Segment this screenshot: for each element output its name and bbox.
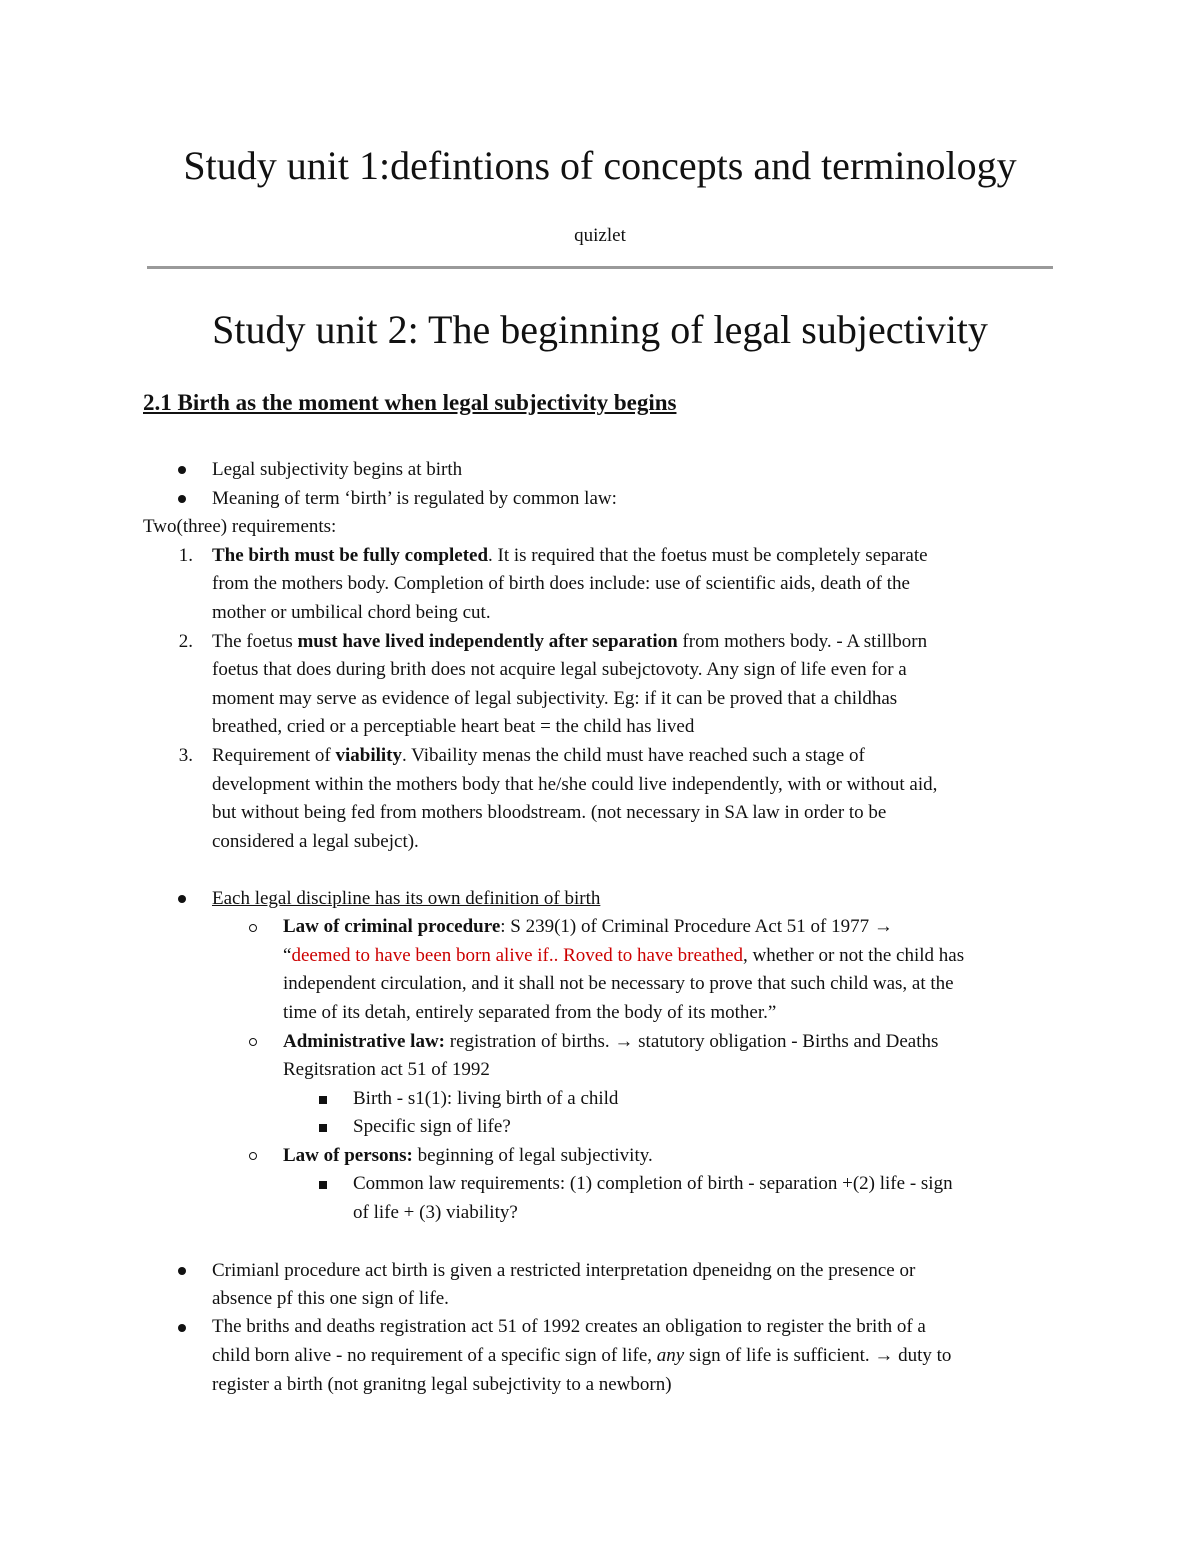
- law-of-persons-label: Law of persons:: [283, 1145, 413, 1166]
- section-heading: 2.1 Birth as the moment when legal subjectivity begins: [143, 390, 677, 415]
- requirement-3-line: considered a legal subejct).: [212, 831, 419, 852]
- criminal-procedure-line: “deemed to have been born alive if.. Roved to have breathed, whether or not the child has: [283, 945, 965, 966]
- unit1-subtitle: quizlet: [574, 225, 626, 246]
- list-item-line: The briths and deaths registration act 51 of 1992 creates an obligation to register the brith of a: [212, 1316, 926, 1337]
- bullet-icon: [178, 1324, 186, 1332]
- criminal-procedure-line: time of its detah, entirely separated from the body of its mother.”: [283, 1002, 777, 1023]
- unit2-title: Study unit 2: The beginning of legal subjectivity: [212, 307, 988, 352]
- list-item-line: register a birth (not granitng legal subejctivity to a newborn): [212, 1374, 672, 1395]
- requirement-3-line: but without being fed from mothers bloodstream. (not necessary in SA law in order to be: [212, 802, 887, 823]
- bullet-icon: [178, 1267, 186, 1275]
- requirement-1-lead: The birth must be fully completed: [212, 545, 489, 566]
- list-item-line: absence pf this one sign of life.: [212, 1288, 449, 1309]
- requirement-1-line: from the mothers body. Completion of birth does include: use of scientific aids, death of the: [212, 573, 910, 594]
- list-number: 1.: [178, 545, 193, 566]
- criminal-procedure-label: Law of criminal procedure: [283, 916, 501, 937]
- circle-bullet-icon: [249, 1038, 257, 1046]
- circle-bullet-icon: [249, 924, 257, 932]
- administrative-law-line: Regitsration act 51 of 1992: [283, 1059, 490, 1080]
- requirement-1-line: The birth must be fully completed. It is required that the foetus must be completely separate: [212, 545, 928, 566]
- square-bullet-icon: [319, 1181, 327, 1189]
- list-number: 3.: [178, 745, 193, 766]
- square-bullet-icon: [319, 1124, 327, 1132]
- requirement-2-line: foetus that does during brith does not acquire legal subejctovoty. Any sign of life even for a: [212, 659, 907, 680]
- administrative-law-label: Administrative law:: [283, 1031, 446, 1052]
- square-bullet-icon: [319, 1096, 327, 1104]
- list-item: Meaning of term ‘birth’ is regulated by common law:: [212, 488, 617, 509]
- criminal-procedure-line: independent circulation, and it shall not be necessary to prove that such child was, at the: [283, 973, 954, 994]
- administrative-law-line: Administrative law: registration of births. → statutory obligation - Births and Deaths: [283, 1031, 939, 1052]
- emphasis-any: any: [656, 1345, 685, 1366]
- requirement-3-line: development within the mothers body that he/she could live independently, with or without aid,: [212, 774, 938, 795]
- requirement-2-line: breathed, cried or a perceptiable heart beat = the child has lived: [212, 716, 695, 737]
- list-item: Birth - s1(1): living birth of a child: [353, 1088, 619, 1109]
- list-item-line: child born alive - no requirement of a specific sign of life, any sign of life is sufficient. → duty to: [212, 1345, 952, 1366]
- requirements-intro: Two(three) requirements:: [143, 516, 337, 537]
- list-item: Specific sign of life?: [353, 1116, 511, 1137]
- requirement-1-line: mother or umbilical chord being cut.: [212, 602, 491, 623]
- criminal-procedure-line: Law of criminal procedure: S 239(1) of Criminal Procedure Act 51 of 1977 →: [283, 916, 893, 937]
- law-of-persons-line: Law of persons: beginning of legal subjectivity.: [283, 1145, 653, 1166]
- list-item-line: Crimianl procedure act birth is given a restricted interpretation dpeneidng on the presence or: [212, 1260, 916, 1281]
- bullet-icon: [178, 495, 186, 503]
- requirement-2-line: The foetus must have lived independently after separation from mothers body. - A stillborn: [212, 631, 928, 652]
- horizontal-divider: [147, 266, 1053, 269]
- requirement-2-line: moment may serve as evidence of legal subjectivity. Eg: if it can be proved that a childhas: [212, 688, 898, 709]
- quoted-red-text: deemed to have been born alive if.. Roved to have breathed: [291, 945, 744, 966]
- list-number: 2.: [178, 631, 193, 652]
- requirement-3-lead: viability: [335, 745, 402, 766]
- list-item: Legal subjectivity begins at birth: [212, 459, 463, 480]
- requirement-2-lead: must have lived independently after separation: [297, 631, 678, 652]
- requirement-3-line: Requirement of viability. Vibaility menas the child must have reached such a stage of: [212, 745, 865, 766]
- circle-bullet-icon: [249, 1152, 257, 1160]
- law-of-persons-line: Common law requirements: (1) completion of birth - separation +(2) life - sign: [353, 1173, 953, 1194]
- bullet-icon: [178, 895, 186, 903]
- unit1-title: Study unit 1:defintions of concepts and terminology: [183, 143, 1017, 188]
- law-of-persons-line: of life + (3) viability?: [353, 1202, 518, 1223]
- bullet-icon: [178, 466, 186, 474]
- discipline-heading: Each legal discipline has its own definition of birth: [212, 888, 601, 909]
